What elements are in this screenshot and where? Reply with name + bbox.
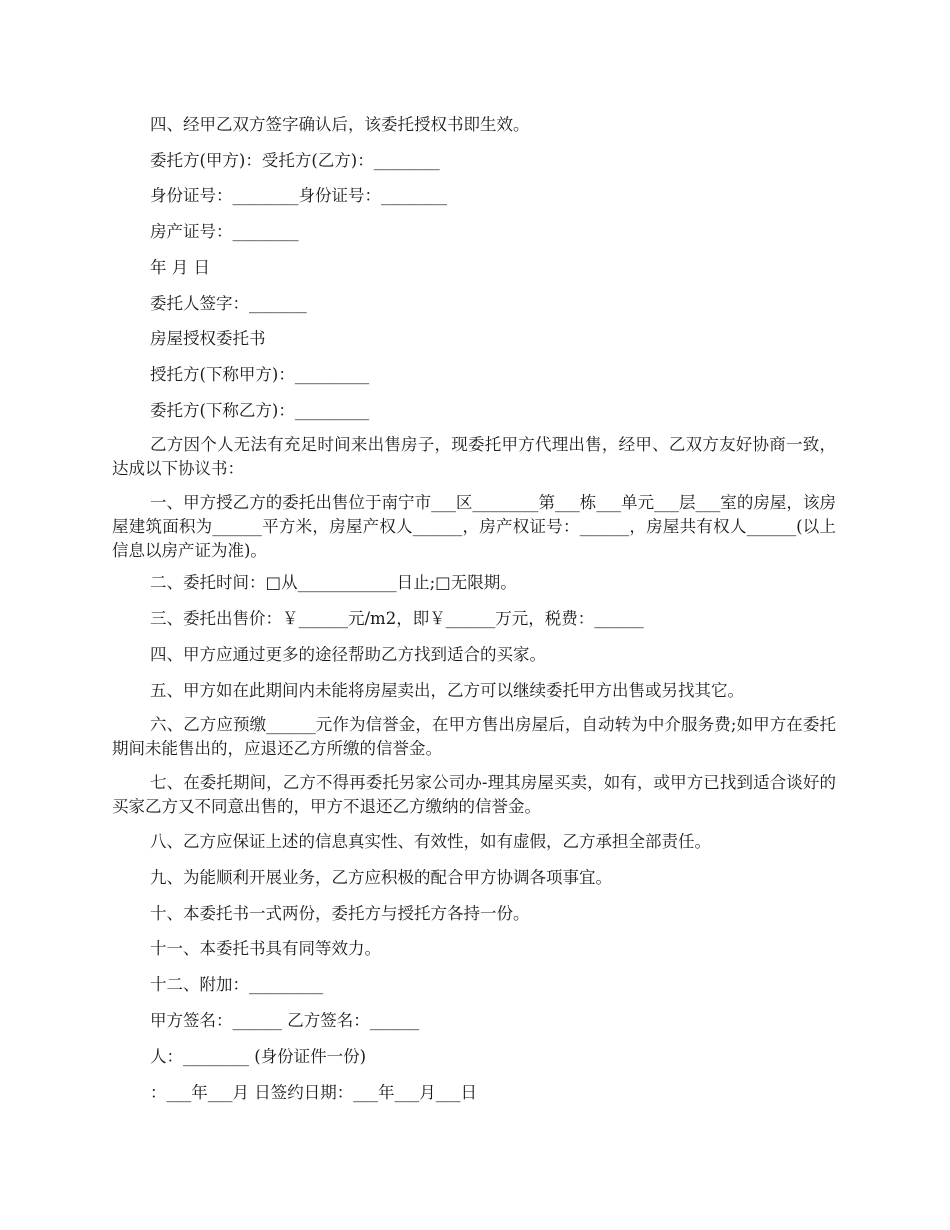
clause-10: 十、本委托书一式两份，委托方与授托方各持一份。 (150, 904, 530, 923)
clause-11: 十一、本委托书具有同等效力。 (150, 939, 381, 958)
clause-1: 一、甲方授乙方的委托出售位于南宁市___区________第___栋___单元___层___室的房屋，该房屋建筑面积为______平方米，房屋产权人______，房产权证号：______，房屋共有权人______(以上信息以房产证为准)。 (112, 493, 836, 560)
preamble-paragraph: 乙方因个人无法有充足时间来出售房子，现委托甲方代理出售，经甲、乙双方友好协商一致，达成以下协议书： (112, 435, 836, 478)
clause-5: 五、甲方如在此期间内未能将房屋卖出，乙方可以继续委托甲方出售或另找其它。 (150, 681, 744, 700)
clause-7: 七、在委托期间，乙方不得再委托另家公司办-理其房屋买卖，如有，或甲方已找到适合谈好的买家乙方又不同意出售的，甲方不退还乙方缴纳的信誉金。 (112, 773, 836, 816)
party-a-line: 授托方(下称甲方)：_________ (150, 365, 370, 384)
date-line: 年 月 日 (150, 258, 210, 277)
property-cert-line: 房产证号：________ (150, 222, 299, 241)
clause-8: 八、乙方应保证上述的信息真实性、有效性，如有虚假，乙方承担全部责任。 (150, 832, 711, 851)
clause-4: 四、甲方应通过更多的途径帮助乙方找到适合的买家。 (150, 645, 546, 664)
id-number-line: 身份证号：________身份证号：________ (150, 186, 447, 205)
clause-9: 九、为能顺利开展业务，乙方应积极的配合甲方协调各项事宜。 (150, 868, 612, 887)
clause-4-effective: 四、经甲乙双方签字确认后，该委托授权书即生效。 (150, 115, 530, 134)
document-title: 房屋授权委托书 (150, 329, 266, 348)
principal-signature-line: 委托人签字：_______ (150, 294, 307, 313)
party-b-line: 委托方(下称乙方)：_________ (150, 401, 370, 420)
signatures-line: 甲方签名：______ 乙方签名：______ (150, 1011, 420, 1030)
clause-2: 二、委托时间：□从____________日止;□无限期。 (150, 573, 517, 592)
clause-3: 三、委托出售价：￥______元/m2，即￥______万元，税费：______ (150, 609, 644, 628)
party-line: 委托方(甲方)：受托方(乙方)：________ (150, 151, 440, 170)
clause-6: 六、乙方应预缴______元作为信誉金，在甲方售出房屋后，自动转为中介服务费;如甲方在委托期间未能售出的，应退还乙方所缴的信誉金。 (112, 715, 836, 758)
clause-12: 十二、附加：_________ (150, 975, 324, 994)
agent-line: 人：________ (身份证件一份) (150, 1047, 367, 1066)
signing-date-line: ：___年___月 日签约日期：___年___月___日 (150, 1083, 477, 1102)
